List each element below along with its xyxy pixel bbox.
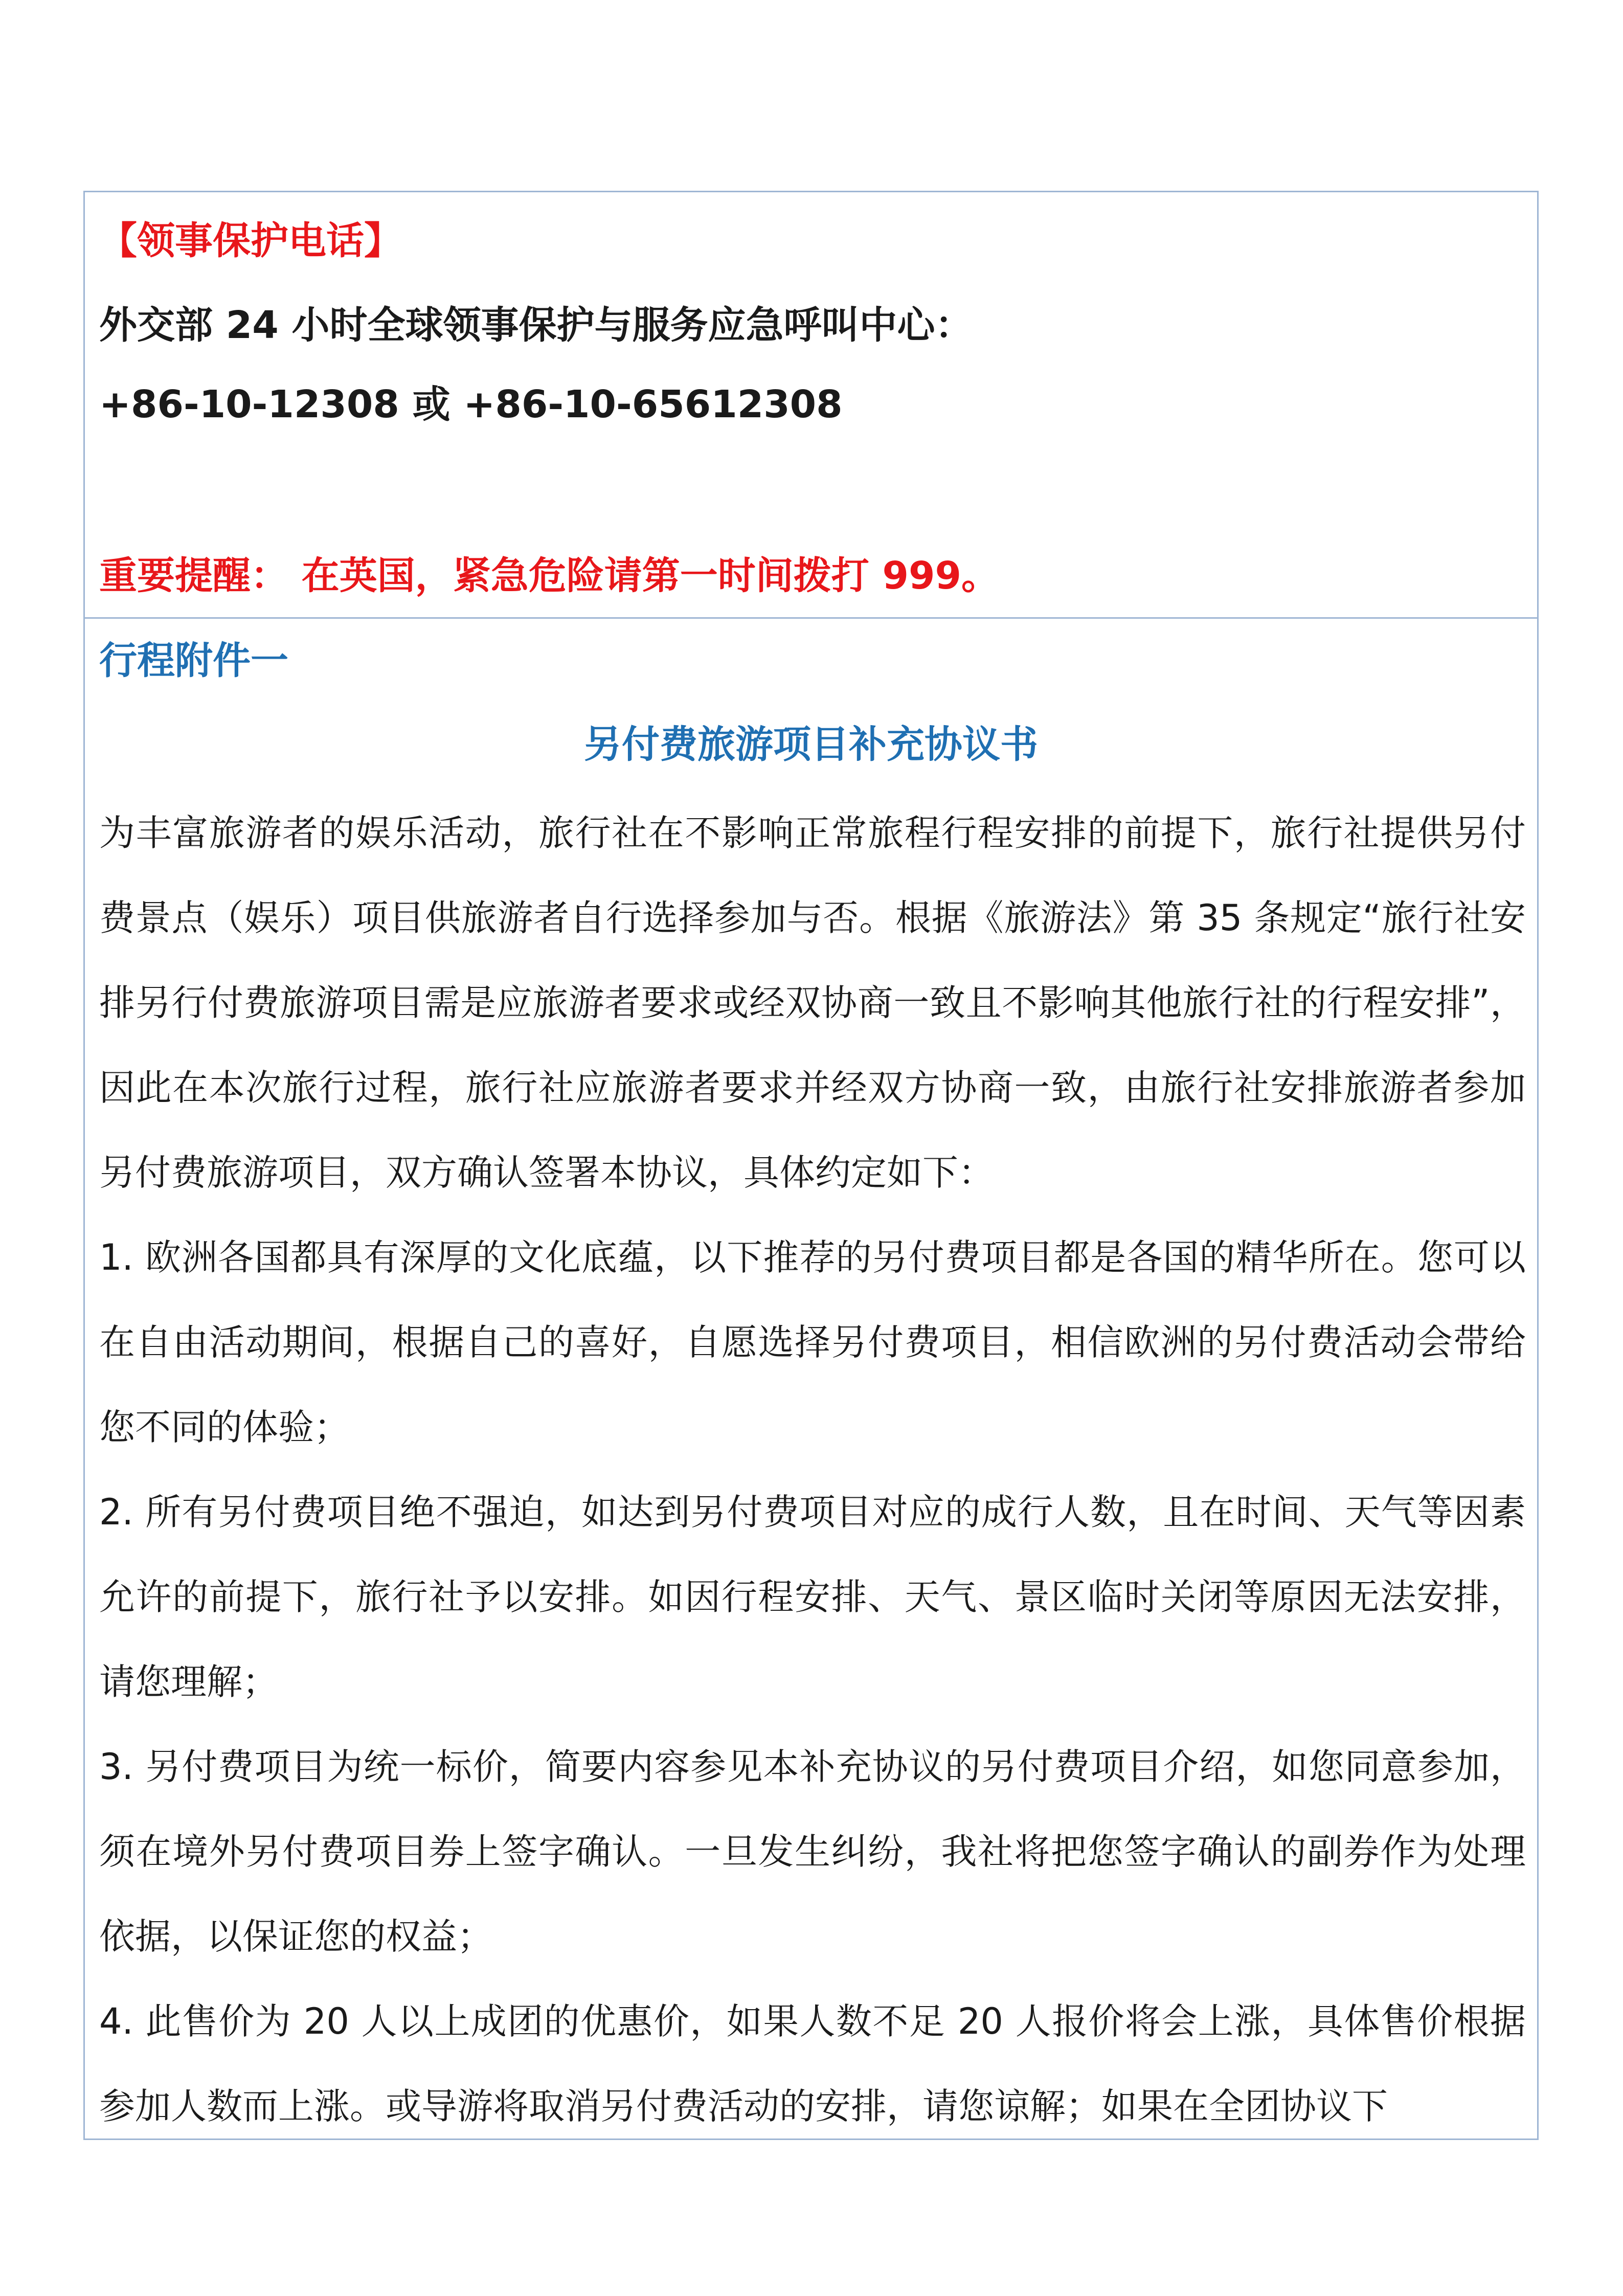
consular-heading: 【领事保护电话】 <box>99 219 402 263</box>
hotline-numbers: +86-10-12308 或 +86-10-65612308 <box>99 382 843 426</box>
consular-protection-cell <box>85 192 1537 619</box>
agreement-title: 另付费旅游项目补充协议书 <box>584 723 1038 767</box>
agreement-intro-paragraph: 为丰富旅游者的娱乐活动，旅行社在不影响正常旅程行程安排的前提下，旅行社提供另付费景点（娱乐）项目供旅游者自行选择参加与否。根据《旅游法》第 35 条规定“旅行社安排另行付费旅游项目需是应旅游者要求或经双协商一致且不影响其他旅行社的行程安排”，因此在本次旅行过程，旅行社应旅游者要求并经双方协商一致，由旅行社安排旅游者参加另付费旅游项目，双方确认签署本协议，具体约定如下： <box>99 812 1526 1194</box>
important-reminder: 重要提醒： 在英国，紧急危险请第一时间拨打 999。 <box>99 554 999 598</box>
hotline-label: 外交部 24 小时全球领事保护与服务应急呼叫中心： <box>99 303 973 347</box>
attachment-label: 行程附件一 <box>99 639 288 683</box>
agreement-body <box>99 791 1526 2149</box>
agreement-clause-2: 2. 所有另付费项目绝不强迫，如达到另付费项目对应的成行人数，且在时间、天气等因素允许的前提下，旅行社予以安排。如因行程安排、天气、景区临时关闭等原因无法安排，请您理解； <box>99 1491 1526 1703</box>
agreement-clause-1: 1. 欧洲各国都具有深厚的文化底蕴，以下推荐的另付费项目都是各国的精华所在。您可以在自由活动期间，根据自己的喜好，自愿选择另付费项目，相信欧洲的另付费活动会带给您不同的体验； <box>99 1236 1526 1448</box>
document-table <box>83 191 1539 2140</box>
attachment-cell <box>85 619 1537 2139</box>
agreement-clause-4: 4. 此售价为 20 人以上成团的优惠价，如果人数不足 20 人报价将会上涨，具体售价根据参加人数而上涨。或导游将取消另付费活动的安排，请您谅解；如果在全团协议下 <box>99 2000 1526 2127</box>
agreement-clause-3: 3. 另付费项目为统一标价，简要内容参见本补充协议的另付费项目介绍，如您同意参加，须在境外另付费项目券上签字确认。一旦发生纠纷，我社将把您签字确认的副券作为处理依据，以保证您的权益； <box>99 1746 1526 1957</box>
